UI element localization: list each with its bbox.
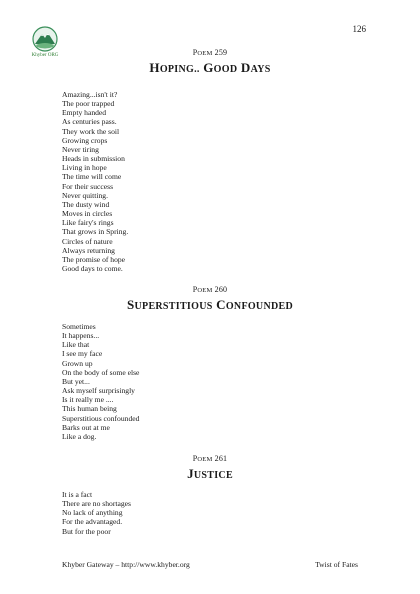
- poem-line: Good days to come.: [62, 263, 123, 273]
- poem-line: It is a fact: [62, 490, 93, 499]
- poem-line: The time will come: [62, 172, 122, 182]
- poem-line: Like a dog.: [62, 431, 97, 441]
- poem-line: The poor trapped: [62, 99, 115, 109]
- poem-line: Never quitting.: [62, 190, 108, 200]
- poem-line: Heads in submission: [62, 154, 125, 164]
- poem-line: On the body of some else: [62, 367, 140, 377]
- poem-line: They work the soil: [62, 126, 120, 136]
- poem-line: This human being: [62, 404, 117, 414]
- poem-line: That grows in Spring.: [62, 227, 129, 237]
- logo-text: Khyber ORG: [31, 53, 59, 58]
- poem-line: Circles of nature: [62, 236, 113, 246]
- poem-number: POEM 259: [192, 48, 228, 57]
- poem-line: Like that: [62, 340, 90, 350]
- poem-line: The dusty wind: [62, 199, 110, 209]
- poem-line: Living in hope: [62, 163, 107, 173]
- poem-body: [62, 490, 131, 536]
- poem-title: JUSTICE: [187, 466, 233, 481]
- poem-body: [62, 90, 128, 273]
- poem-line: There are no shortages: [62, 499, 131, 509]
- poem-line: It happens...: [62, 331, 100, 341]
- poem-title: SUPERSTITIOUS CONFOUNDED: [126, 297, 293, 312]
- poem-line: Sometimes: [62, 322, 96, 331]
- poem-line: Barks out at me: [62, 422, 110, 432]
- poem-line: Empty handed: [62, 108, 107, 118]
- poem-line: But for the poor: [62, 526, 111, 536]
- poem-line: Growing crops: [62, 135, 108, 145]
- poem-line: For their success: [62, 181, 114, 191]
- poem-line: Superstitious confounded: [62, 413, 140, 423]
- poem-title: HOPING.. GOOD DAYS: [149, 60, 271, 75]
- poem-line: Amazing...isn't it?: [62, 90, 118, 99]
- poem-line: Never tiring: [62, 144, 99, 154]
- poem-line: I see my face: [62, 349, 103, 359]
- poem-line: But yet...: [62, 376, 90, 386]
- poem-line: The promise of hope: [62, 254, 126, 264]
- page-number: 126: [352, 24, 366, 34]
- footer-book-title: Twist of Fates: [315, 560, 358, 569]
- poem-line: Is it really me ....: [62, 395, 114, 405]
- poem-line: Always returning: [62, 245, 115, 255]
- poem-line: As centuries pass.: [62, 117, 117, 127]
- poem-line: Like fairy's rings: [62, 218, 114, 228]
- poem-number: POEM 260: [192, 285, 228, 294]
- poem-line: No lack of anything: [62, 508, 123, 518]
- footer-site-link[interactable]: Khyber Gateway – http://www.khyber.org: [62, 560, 190, 569]
- poem-line: Moves in circles: [62, 209, 113, 219]
- poem-number: POEM 261: [192, 454, 228, 463]
- poem-body: [62, 322, 139, 441]
- poem-line: Ask myself surprisingly: [62, 386, 135, 396]
- poem-line: For the advantaged.: [62, 517, 123, 527]
- poem-line: Grown up: [62, 358, 93, 368]
